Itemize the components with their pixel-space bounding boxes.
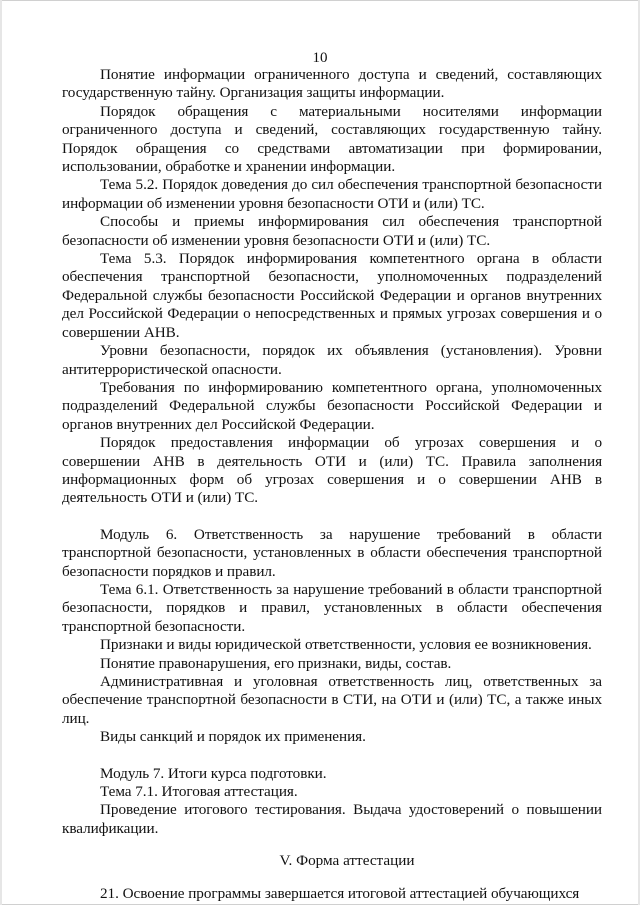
paragraph-liability-types: Признаки и виды юридической ответственности, условия ее возникновения. xyxy=(100,636,592,654)
paragraph-admin-criminal-liability: Административная и уголовная ответственность лиц, ответственных за обеспечение транспортной безопасности в СТИ, на ОТИ и (или) ТС, а также иных лиц. xyxy=(62,673,602,727)
spacer xyxy=(62,838,602,852)
paragraph-topic-6-1: Тема 6.1. Ответственность за нарушение требований в области транспортной безопасности, порядков и правил, установленных в области обеспечения транспортной безопасности. xyxy=(62,580,602,635)
paragraph-security-levels: Уровни безопасности, порядок их объявления (установления). Уровни антитеррористической опасности. xyxy=(62,342,602,378)
paragraph-module-6: Модуль 6. Ответственность за нарушение требований в области транспортной безопасности, установленных в области обеспечения транспортной безопасности порядков и правил. xyxy=(62,525,602,580)
paragraph-topic-5-3: Тема 5.3. Порядок информирования компетентного органа в области обеспечения транспортной безопасности, уполномоченных подразделений Федеральной службы безопасности Российской Федерации и органов внутренних дел Российской Федерации о непосредственных и прямых угрозах совершения и о совершении АНВ. xyxy=(62,250,602,341)
document-body xyxy=(62,66,602,903)
section-heading-attestation: V. Форма аттестации xyxy=(279,852,415,870)
paragraph-module-7: Модуль 7. Итоги курса подготовки. xyxy=(100,764,327,782)
paragraph-topic-5-2: Тема 5.2. Порядок доведения до сил обеспечения транспортной безопасности информации об изменении уровня безопасности ОТИ и (или) ТС. xyxy=(62,176,602,212)
paragraph-informing-requirements: Требования по информированию компетентного органа, уполномоченных подразделений Федеральной службы безопасности Российской Федерации и органов внутренних дел Российской Федерации. xyxy=(62,378,602,433)
page-number: 10 xyxy=(312,50,328,66)
spacer xyxy=(62,747,602,765)
scan-edge-left xyxy=(0,0,2,905)
paragraph-threat-reporting: Порядок предоставления информации об угрозах совершения и о совершении АНВ в деятельность ОТИ и (или) ТС. Правила заполнения информационных форм об угрозах совершения и о совершении АНВ в деятельность ОТИ и (или) ТС. xyxy=(62,434,602,507)
paragraph-sanctions: Виды санкций и порядок их применения. xyxy=(100,728,366,746)
paragraph-final-testing: Проведение итогового тестирования. Выдача удостоверений о повышении квалификации. xyxy=(62,801,602,837)
paragraph-item-21: 21. Освоение программы завершается итоговой аттестацией обучающихся xyxy=(100,884,580,902)
paragraph-handling-procedure: Порядок обращения с материальными носителями информации ограниченного доступа и сведений, составляющих государственную тайну. Порядок обращения со средствами автоматизации при формировании, использовании, обработке и хранении информации. xyxy=(62,102,602,176)
paragraph-offense-concept: Понятие правонарушения, его признаки, виды, состав. xyxy=(100,654,452,672)
paragraph-restricted-info: Понятие информации ограниченного доступа и сведений, составляющих государственную тайну. Организация защиты информации. xyxy=(62,66,602,102)
spacer xyxy=(62,871,602,885)
paragraph-topic-7-1: Тема 7.1. Итоговая аттестация. xyxy=(100,783,298,801)
spacer xyxy=(62,508,602,526)
paragraph-informing-methods: Способы и приемы информирования сил обеспечения транспортной безопасности об изменении уровня безопасности ОТИ и (или) ТС. xyxy=(62,213,602,249)
